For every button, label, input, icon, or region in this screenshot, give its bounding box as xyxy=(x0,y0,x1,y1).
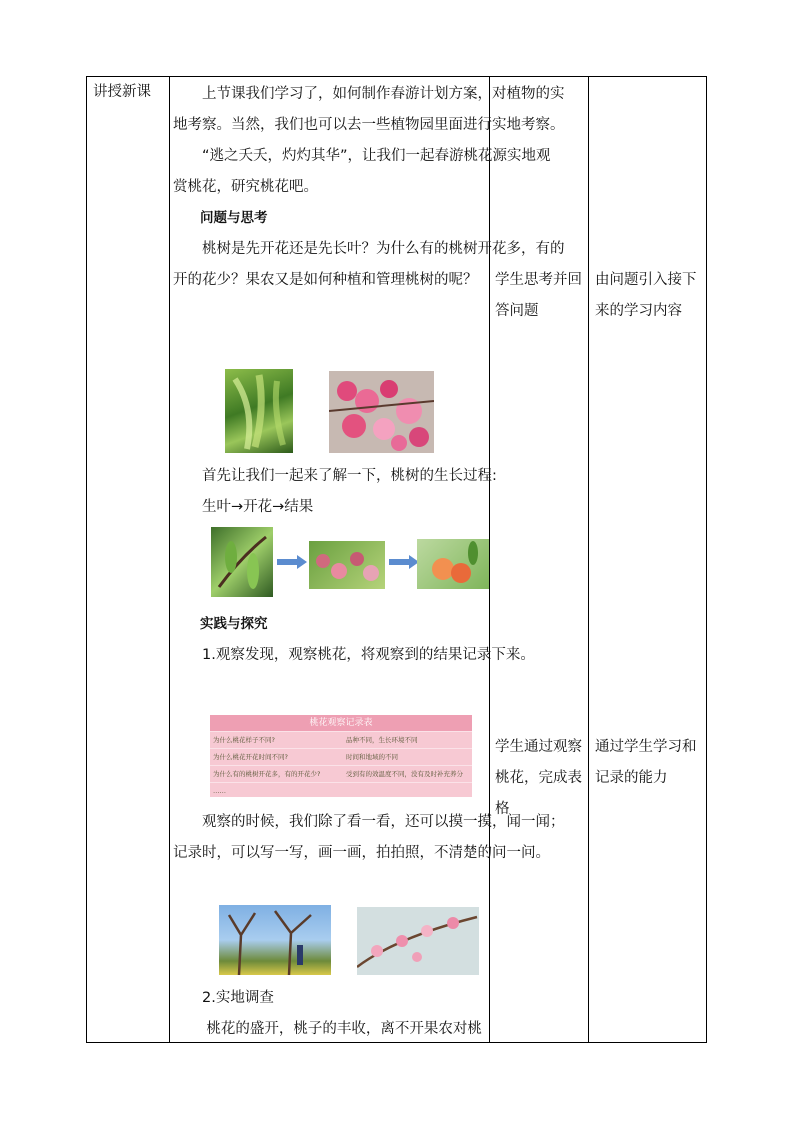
orchard-image xyxy=(219,905,331,975)
leaf-growth-image xyxy=(211,527,273,597)
arrow-right-icon xyxy=(277,555,307,569)
student-activity-1: 学生思考并回答问题 xyxy=(495,272,582,319)
lesson-content xyxy=(173,79,565,296)
questions-paragraph: 桃树是先开花还是先长叶？为什么有的桃树开花多，有的开的花少？果农又是如何种植和管理桃树的呢？ xyxy=(173,241,565,288)
peach-blossom-image xyxy=(329,371,434,453)
table-row: …… xyxy=(210,782,472,799)
table-row: 为什么有的桃树开花多，有的开花少? 受到有的效温度不同，没有及时补充养分 xyxy=(210,765,472,782)
table-row: 为什么桃花开花时间不同? 时间和地域的不同 xyxy=(210,748,472,765)
arrow-right-icon xyxy=(389,555,419,569)
column-divider xyxy=(588,77,589,1042)
teacher-intent-1: 由问题引入接下来的学习内容 xyxy=(595,272,697,319)
peach-leaves-image xyxy=(225,369,293,453)
blossom-painting-image xyxy=(357,907,479,975)
method-paragraph: 观察的时候，我们除了看一看，还可以摸一摸，闻一闻；记录时，可以写一写，画一画，拍拍照，不清楚的问一问。 xyxy=(173,814,565,861)
row-label: 讲授新课 xyxy=(93,84,151,100)
poem-paragraph: “逃之夭夭，灼灼其华”，让我们一起春游桃花源实地观赏桃花，研究桃花吧。 xyxy=(173,148,551,195)
student-activity-2: 学生通过观察桃花，完成表格 xyxy=(495,739,582,817)
lesson-table xyxy=(86,76,707,1043)
growth-intro-paragraph: 首先让我们一起来了解一下，桃树的生长过程: xyxy=(202,468,497,484)
flowering-image xyxy=(309,541,385,589)
intro-paragraph: 上节课我们学习了，如何制作春游计划方案，对植物的实地考察。当然，我们也可以去一些植物园里面进行实地考察。 xyxy=(173,86,565,133)
growth-sequence: 生叶→开花→结果 xyxy=(202,499,314,515)
growth-text xyxy=(173,461,565,523)
observation-table-title: 桃花观察记录表 xyxy=(210,715,472,731)
teacher-intent-2: 通过学生学习和记录的能力 xyxy=(595,739,697,786)
observation-record-table xyxy=(210,715,472,797)
survey-heading: 2.实地调查 xyxy=(202,990,274,1006)
observe-paragraph: 1.观察发现，观察桃花，将观察到的结果记录下来。 xyxy=(202,647,535,663)
practice-section xyxy=(173,609,565,671)
survey-paragraph: 桃花的盛开，桃子的丰收，离不开果农对桃 xyxy=(206,1021,482,1037)
survey-section xyxy=(173,983,565,1045)
section-heading-practice: 实践与探究 xyxy=(200,616,268,632)
column-divider xyxy=(169,77,170,1042)
section-heading-questions: 问题与思考 xyxy=(200,210,268,226)
fruit-image xyxy=(417,539,489,589)
table-row: 为什么桃花样子不同? 品种不同，生长环境不同 xyxy=(210,731,472,748)
